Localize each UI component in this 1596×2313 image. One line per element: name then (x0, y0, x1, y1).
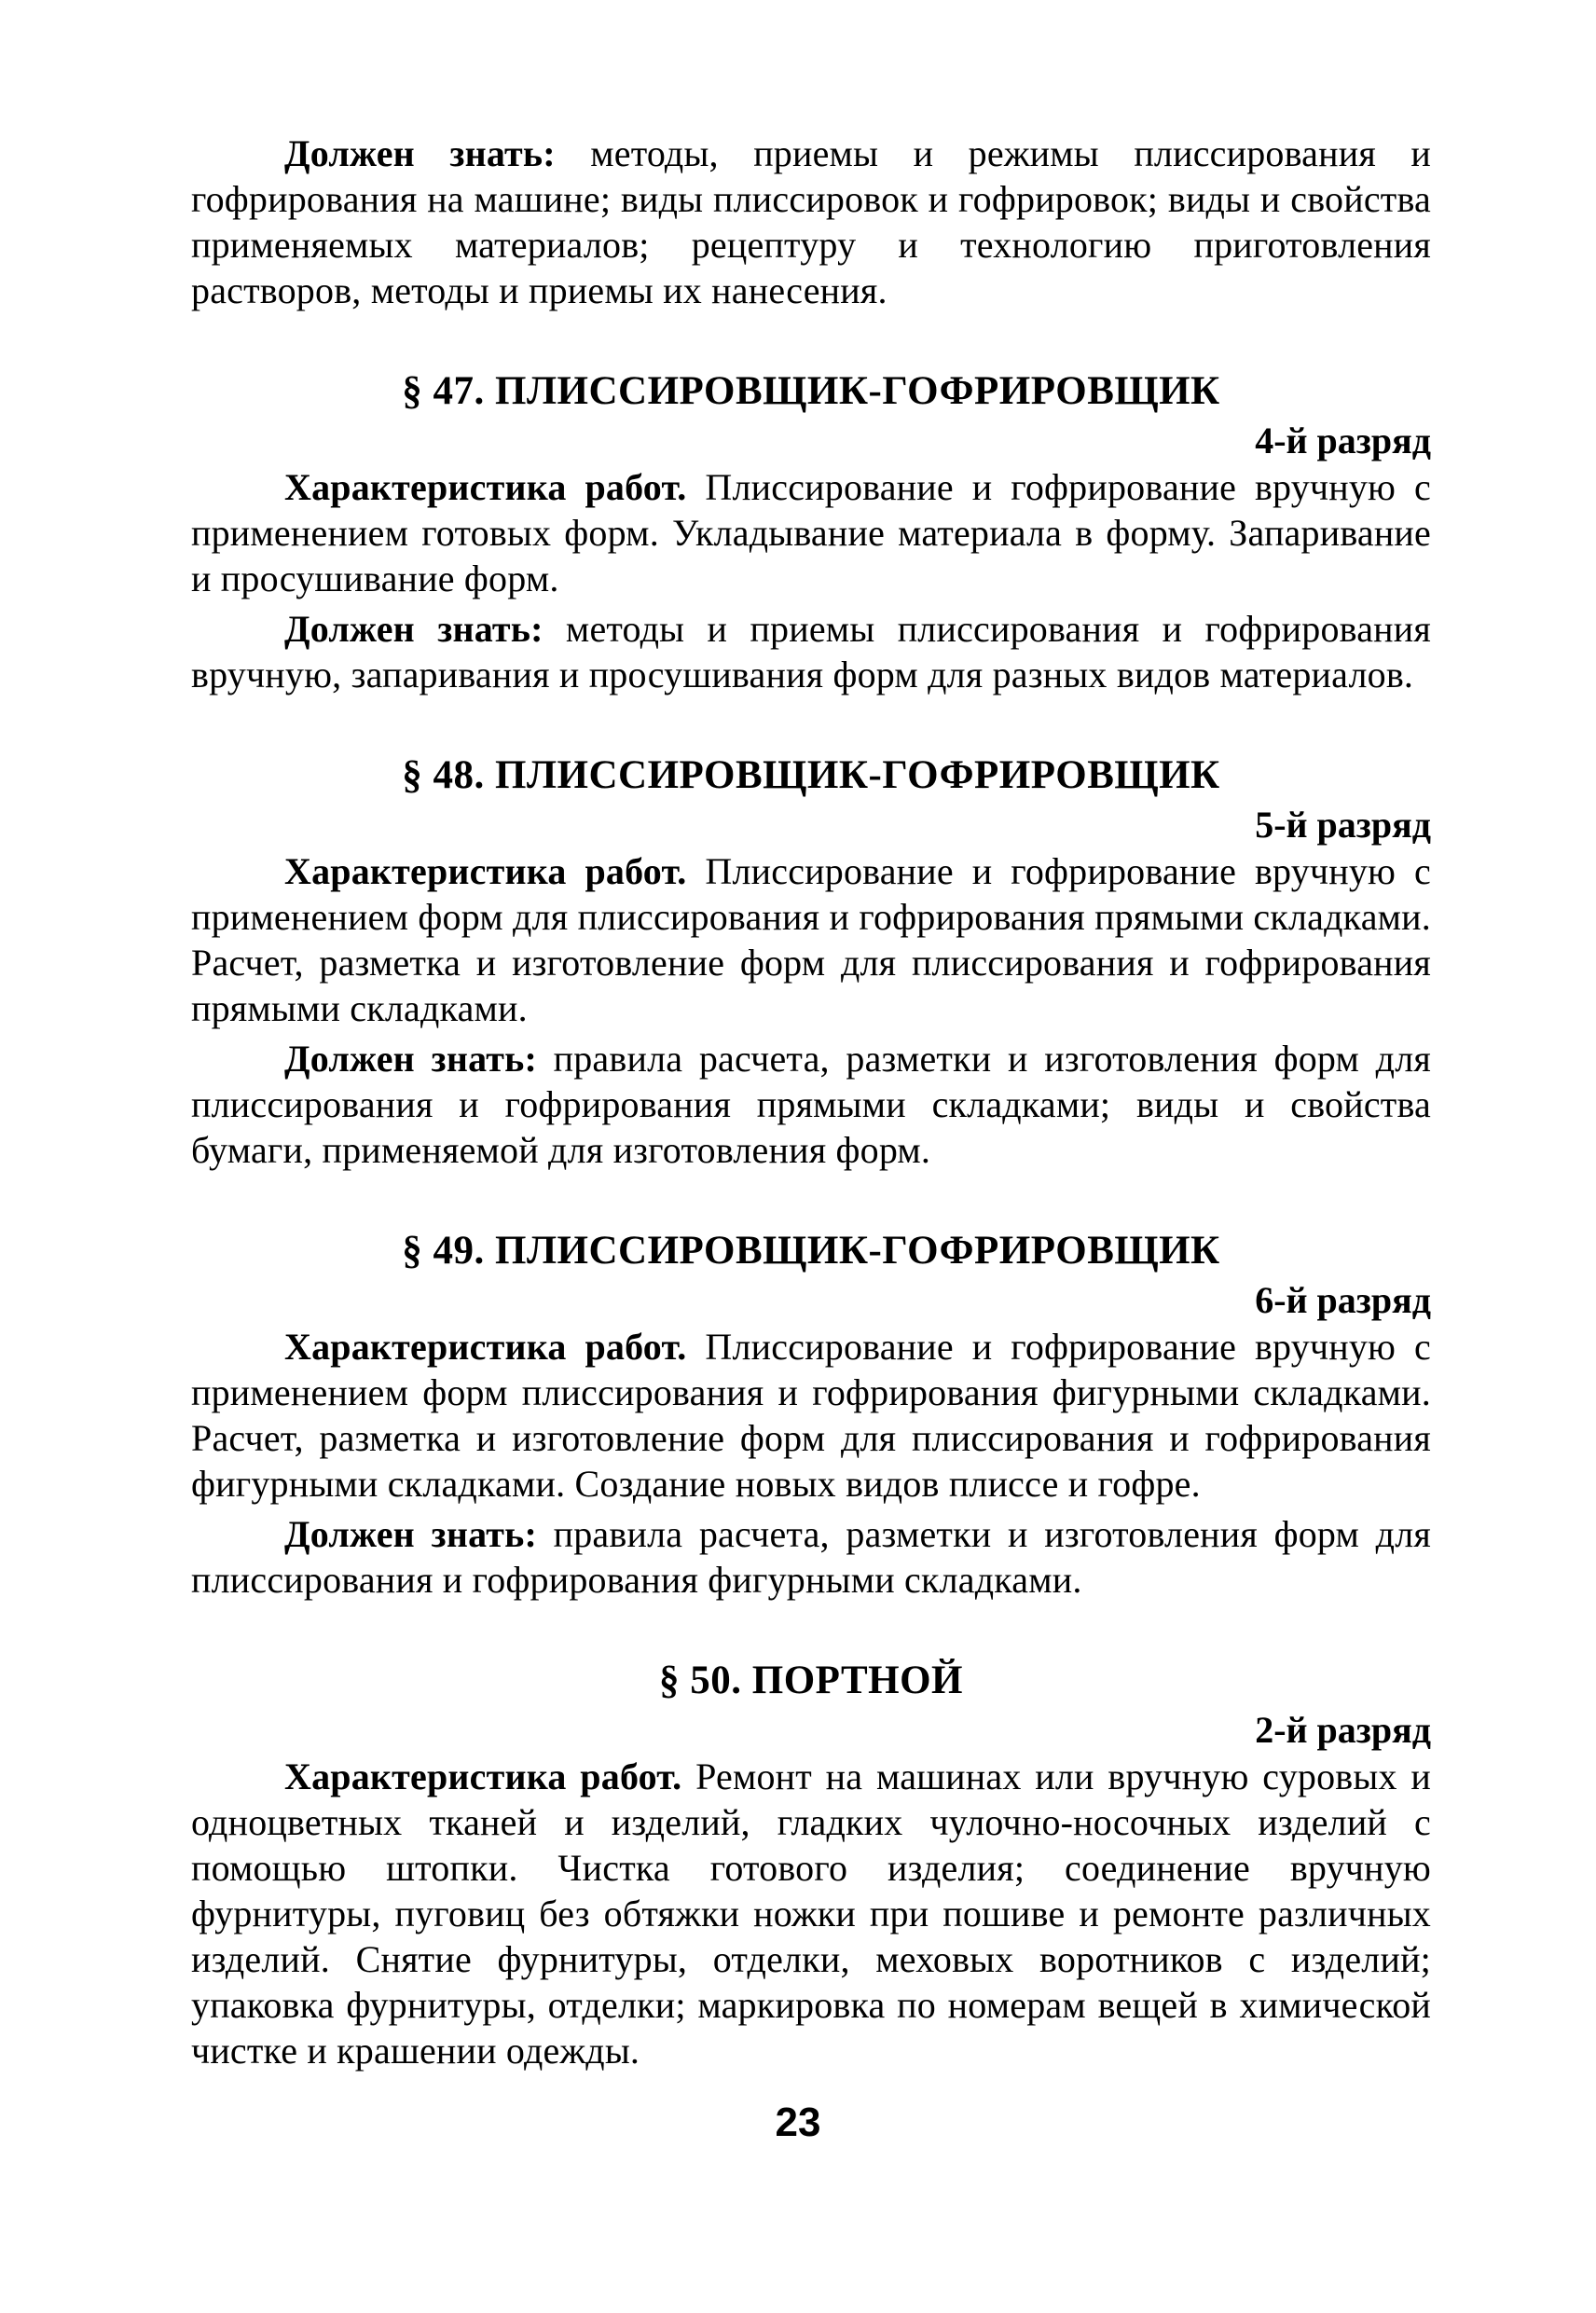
section-grade-49: 6-й разряд (1255, 1279, 1431, 1321)
must-know-label: Должен знать: (284, 132, 556, 174)
must-know-paragraph-47 (191, 606, 1431, 697)
characteristic-text: Ремонт на машинах или вручную суровых и одноцветных тканей и изделий, гладких чулочно-носочных изделий с помощью штопки. Чистка готового изделия; соединение вручную фурнитуры, пуговиц без обтяжки ножки при пошиве и ремонте различных изделий. Снятие фурнитуры, отделки, меховых воротников с изделий; упаковка фурнитуры, отделки; маркировка по номерам вещей в химической чистке и крашении одежды. (191, 1755, 1431, 2072)
characteristic-text: Плиссирование и гофрирование вручную с применением форм для плиссирования и гофрирования прямыми складками. Расчет, разметка и изготовление форм для плиссирования и гофрирования прямыми складками. (191, 850, 1431, 1029)
section-heading-47: § 47. ПЛИССИРОВЩИК-ГОФРИРОВЩИК (402, 369, 1220, 413)
must-know-paragraph-48 (191, 1036, 1431, 1173)
section-heading-48: § 48. ПЛИССИРОВЩИК-ГОФРИРОВЩИК (402, 753, 1220, 797)
section-grade-50: 2-й разряд (1255, 1709, 1431, 1751)
must-know-label: Должен знать: (284, 1513, 537, 1555)
must-know-text: правила расчета, разметки и изготовления форм для плиссирования и гофрирования прямыми складками; виды и свойства бумаги, применяемой для изготовления форм. (191, 1038, 1431, 1171)
must-know-text: методы, приемы и режимы плиссирования и гофрирования на машине; виды плиссировок и гофрировок; виды и свойства применяемых материалов; рецептуру и технологию приготовления растворов, методы и приемы их нанесения. (191, 132, 1431, 311)
section-heading-49: § 49. ПЛИССИРОВЩИК-ГОФРИРОВЩИК (402, 1229, 1220, 1273)
intro-must-know-paragraph (191, 131, 1431, 313)
must-know-text: правила расчета, разметки и изготовления форм для плиссирования и гофрирования фигурными складками. (191, 1513, 1431, 1601)
characteristic-paragraph-49 (191, 1324, 1431, 1507)
must-know-text: методы и приемы плиссирования и гофрирования вручную, запаривания и просушивания форм для разных видов материалов. (191, 608, 1431, 695)
must-know-label: Должен знать: (284, 608, 543, 650)
page-number: 23 (775, 2100, 821, 2145)
characteristic-label: Характеристика работ. (284, 466, 687, 508)
characteristic-text: Плиссирование и гофрирование вручную с применением готовых форм. Укладывание материала в форму. Запаривание и просушивание форм. (191, 466, 1431, 599)
section-grade-48: 5-й разряд (1255, 804, 1431, 846)
section-grade-47: 4-й разряд (1255, 420, 1431, 461)
must-know-paragraph-49 (191, 1511, 1431, 1603)
document-page (191, 131, 1431, 2073)
characteristic-text: Плиссирование и гофрирование вручную с применением форм плиссирования и гофрирования фигурными складками. Расчет, разметка и изготовление форм для плиссирования и гофрирования фигурными складками. Создание новых видов плиссе и гофре. (191, 1326, 1431, 1505)
characteristic-label: Характеристика работ. (284, 850, 687, 892)
characteristic-label: Характеристика работ. (284, 1326, 687, 1368)
characteristic-paragraph-50 (191, 1754, 1431, 2073)
characteristic-paragraph-47 (191, 464, 1431, 601)
section-heading-50: § 50. ПОРТНОЙ (659, 1659, 963, 1702)
characteristic-paragraph-48 (191, 848, 1431, 1031)
characteristic-label: Характеристика работ. (284, 1755, 682, 1797)
must-know-label: Должен знать: (284, 1038, 537, 1080)
